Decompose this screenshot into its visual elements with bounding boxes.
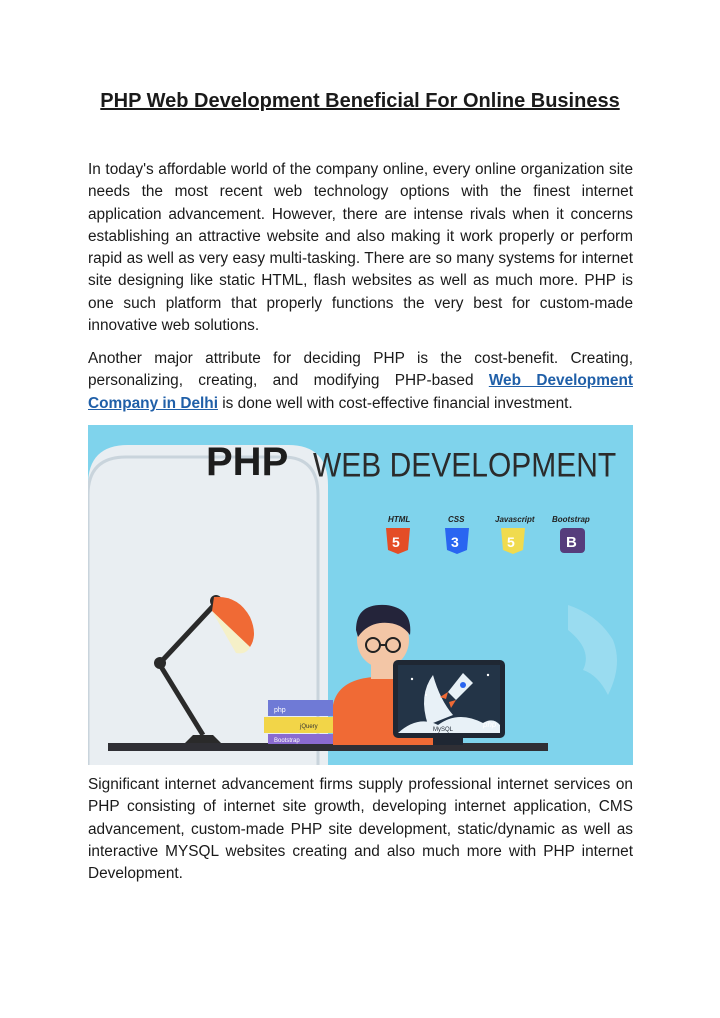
- svg-text:B: B: [566, 534, 577, 551]
- web-development-company-link[interactable]: Web Development Company in Delhi: [88, 372, 633, 412]
- document-title: PHP Web Development Beneficial For Online Business: [100, 90, 620, 112]
- book-stack: [264, 700, 336, 744]
- svg-text:5: 5: [507, 534, 515, 550]
- php-web-development-illustration: [88, 425, 633, 765]
- html5-icon: [386, 528, 410, 554]
- book-label-bootstrap: Bootstrap: [274, 738, 300, 744]
- paragraph-cost-benefit-text-before: Another major attribute for deciding PHP is the cost-benefit. Creating, personalizing, creating, and modifying PHP-based: [88, 350, 633, 390]
- javascript-icon: [501, 528, 525, 554]
- book-label-php: php: [274, 707, 286, 714]
- illustration-svg: [88, 425, 633, 765]
- tech-label-html: HTML: [388, 515, 411, 524]
- paragraph-services: Significant internet advancement firms supply professional internet services on PHP consisting of internet site growth, developing internet application, CMS advancement, custom-made PHP site development, static/dynamic as well as interactive MYSQL websites creating and also much more with PHP internet Development.: [88, 776, 633, 883]
- tech-label-javascript: Javascript: [495, 515, 535, 524]
- css3-icon: [445, 528, 469, 554]
- book-label-jquery: jQuery: [300, 724, 318, 730]
- svg-text:5: 5: [392, 534, 400, 550]
- paragraph-cost-benefit: [88, 348, 633, 415]
- hero-heading-rest: WEB DEVELOPMENT: [313, 445, 617, 485]
- monitor-label-php: php: [483, 720, 497, 729]
- paragraph-cost-benefit-text-after: is done well with cost-effective financial investment.: [217, 394, 573, 412]
- tech-label-css: CSS: [448, 515, 465, 524]
- monitor: [393, 660, 505, 745]
- bootstrap-icon: [560, 528, 585, 553]
- hero-heading-php: PHP: [206, 440, 289, 484]
- desk: [108, 743, 548, 751]
- svg-text:3: 3: [451, 534, 459, 550]
- tech-label-bootstrap: Bootstrap: [552, 515, 590, 524]
- monitor-label-mysql: MySQL: [433, 727, 454, 733]
- paragraph-intro: In today's affordable world of the company online, every online organization site needs the most recent web technology options with the finest internet application advancement. However, there are intense rivals when it concerns establishing an attractive website and also making it work properly or perform rapid as well as very easy multi-tasking. There are so many systems for internet site designing like static HTML, flash websites as well as much more. PHP is one such platform that properly functions the very best for custom-made innovative web solutions.: [88, 161, 633, 335]
